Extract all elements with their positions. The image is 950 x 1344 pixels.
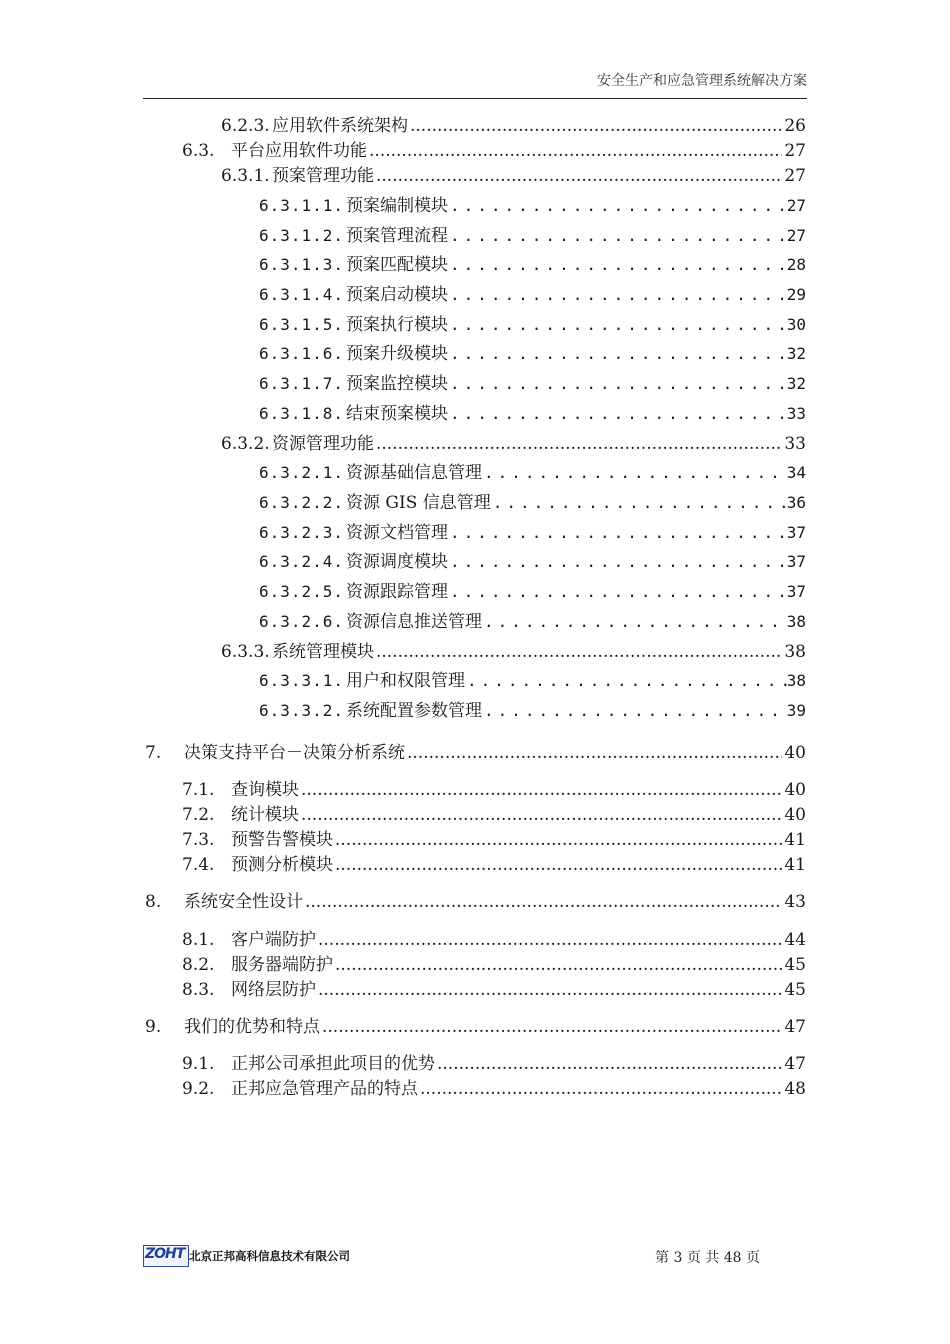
toc-entry-title: 资源跟踪管理 [346,582,448,602]
toc-entry[interactable] [182,928,806,952]
toc-entry[interactable] [221,164,806,188]
header-divider [143,98,807,99]
toc-entry-number: 6.3.2.5. [259,582,345,601]
toc-entry-title: 预案升级模块 [346,344,448,364]
toc-dot-leader [484,610,787,634]
toc-entry-page: 34 [786,463,806,482]
toc-dot-leader [376,432,782,456]
toc-dot-leader [450,283,787,307]
toc-dot-leader [376,640,782,664]
toc-entry-number: 6.3.2.6. [259,612,345,631]
toc-entry-title: 预案监控模块 [346,374,448,394]
toc-entry-number: 6.3.3.1. [259,671,345,690]
toc-dot-leader [407,741,782,765]
toc-entry[interactable] [145,741,806,765]
toc-dot-leader [410,114,782,138]
toc-entry-page: 30 [786,315,806,334]
toc-entry-page: 47 [784,1017,806,1037]
toc-entry-number: 6.3.1.7. [259,374,345,393]
toc-entry-title: 预案管理功能 [272,166,374,186]
toc-dot-leader [493,491,787,515]
toc-entry-page: 38 [786,671,806,690]
toc-entry-title: 正邦应急管理产品的特点 [231,1079,418,1099]
toc-entry-title: 平台应用软件功能 [231,141,367,161]
toc-entry-title: 系统配置参数管理 [346,701,482,721]
toc-entry[interactable] [259,610,806,634]
toc-entry-title: 决策支持平台－决策分析系统 [184,743,405,763]
toc-entry-page: 40 [784,743,806,763]
toc-dot-leader [450,402,787,426]
toc-entry[interactable] [259,461,806,485]
toc-entry-title: 我们的优势和特点 [184,1017,320,1037]
toc-entry-title: 预案执行模块 [346,315,448,335]
toc-entry-number: 7.2. [182,805,215,825]
toc-entry-number: 6.3.2. [221,434,270,454]
toc-dot-leader [450,253,787,277]
toc-entry[interactable] [221,432,806,456]
toc-entry-number: 6.3.2.1. [259,463,345,482]
toc-entry-number: 6.3.1.4. [259,285,345,304]
toc-entry[interactable] [259,253,806,277]
toc-entry-page: 48 [784,1079,806,1099]
toc-entry-page: 36 [786,493,806,512]
toc-entry-title: 系统安全性设计 [184,892,303,912]
toc-entry[interactable] [259,313,806,337]
toc-dot-leader [376,164,782,188]
document-header-title: 安全生产和应急管理系统解决方案 [597,73,807,89]
toc-entry-page: 40 [784,805,806,825]
toc-dot-leader [305,890,782,914]
toc-entry-title: 系统管理模块 [272,642,374,662]
toc-dot-leader [450,372,787,396]
toc-entry-number: 6.3.2.3. [259,523,345,542]
toc-entry-number: 6.3.1.1. [259,196,345,215]
toc-entry-page: 38 [784,642,806,662]
toc-entry-number: 6.3.1.8. [259,404,345,423]
toc-entry-number: 8. [145,892,162,912]
toc-dot-leader [450,580,787,604]
toc-entry-title: 资源管理功能 [272,434,374,454]
toc-entry-page: 27 [784,141,806,161]
toc-entry-title: 用户和权限管理 [346,671,465,691]
toc-entry-page: 33 [786,404,806,423]
toc-entry[interactable] [182,1077,806,1101]
toc-dot-leader [467,669,787,693]
toc-entry-number: 8.3. [182,980,215,1000]
toc-entry-page: 27 [786,226,806,245]
toc-dot-leader [450,313,787,337]
toc-entry-number: 6.3.3.2. [259,701,345,720]
toc-dot-leader [318,928,782,952]
toc-entry-number: 8.2. [182,955,215,975]
toc-entry[interactable] [259,402,806,426]
toc-entry[interactable] [221,640,806,664]
toc-entry-title: 预案启动模块 [346,285,448,305]
toc-entry-number: 6.3.1.6. [259,344,345,363]
toc-entry-page: 28 [786,255,806,274]
toc-entry[interactable] [182,139,806,163]
toc-dot-leader [318,978,782,1002]
toc-entry[interactable] [259,550,806,574]
toc-entry-number: 9. [145,1017,162,1037]
toc-entry-title: 预测分析模块 [231,855,333,875]
company-name: 北京正邦高科信息技术有限公司 [189,1249,350,1263]
toc-dot-leader [450,342,787,366]
toc-entry-page: 44 [784,930,806,950]
toc-entry-number: 7.1. [182,780,215,800]
toc-dot-leader [450,521,787,545]
toc-entry-title: 资源基础信息管理 [346,463,482,483]
toc-entry-page: 45 [784,955,806,975]
toc-entry[interactable] [221,114,806,138]
toc-entry-number: 6.3.1.3. [259,255,345,274]
toc-entry-number: 6.3.1. [221,166,270,186]
toc-entry-title: 客户端防护 [231,930,316,950]
toc-dot-leader [437,1052,782,1076]
toc-entry-title: 资源文档管理 [346,523,448,543]
toc-entry[interactable] [259,699,806,723]
toc-dot-leader [301,803,782,827]
toc-entry-page: 43 [784,892,806,912]
toc-entry[interactable] [259,372,806,396]
toc-entry[interactable] [259,283,806,307]
toc-entry[interactable] [182,953,806,977]
toc-entry-number: 6.3.1.5. [259,315,345,334]
toc-entry[interactable] [259,521,806,545]
toc-entry-page: 47 [784,1054,806,1074]
toc-dot-leader [301,778,782,802]
toc-entry-title: 预案编制模块 [346,196,448,216]
toc-entry-page: 37 [786,523,806,542]
toc-entry[interactable] [259,342,806,366]
page-footer [143,1245,807,1275]
toc-entry[interactable] [145,1015,806,1039]
toc-entry-page: 37 [786,582,806,601]
toc-entry-page: 45 [784,980,806,1000]
toc-entry[interactable] [182,828,806,852]
toc-dot-leader [335,828,782,852]
toc-entry[interactable] [259,194,806,218]
toc-entry-title: 资源信息推送管理 [346,612,482,632]
toc-entry[interactable] [182,1052,806,1076]
toc-entry-number: 7.4. [182,855,215,875]
toc-entry-page: 39 [786,701,806,720]
toc-entry[interactable] [259,491,806,515]
toc-entry-page: 40 [784,780,806,800]
toc-entry-number: 7.3. [182,830,215,850]
page-indicator: 第 3 页 共 48 页 [655,1250,760,1266]
toc-entry-page: 32 [786,374,806,393]
toc-entry-number: 6.3.3. [221,642,270,662]
toc-entry-page: 41 [784,830,806,850]
company-logo [143,1245,189,1267]
toc-entry-number: 6.3. [182,141,215,161]
toc-entry[interactable] [259,669,806,693]
toc-entry-page: 27 [784,166,806,186]
toc-entry-title: 正邦公司承担此项目的优势 [231,1054,435,1074]
toc-entry-title: 预案匹配模块 [346,255,448,275]
toc-entry-page: 26 [784,116,806,136]
toc-entry[interactable] [259,580,806,604]
toc-entry[interactable] [182,978,806,1002]
toc-entry-title: 资源 GIS 信息管理 [346,493,491,513]
toc-entry[interactable] [145,890,806,914]
toc-entry-number: 6.2.3. [221,116,270,136]
toc-entry-number: 8.1. [182,930,215,950]
toc-entry[interactable] [182,853,806,877]
toc-entry-number: 7. [145,743,162,763]
toc-entry-title: 查询模块 [231,780,299,800]
toc-entry-title: 结束预案模块 [346,404,448,424]
toc-entry-number: 6.3.2.2. [259,493,345,512]
toc-entry-number: 9.2. [182,1079,215,1099]
toc-entry-page: 29 [786,285,806,304]
toc-entry-title: 统计模块 [231,805,299,825]
toc-entry[interactable] [182,803,806,827]
logo-mark: ZOHT [145,1246,185,1262]
toc-dot-leader [450,224,787,248]
toc-dot-leader [335,953,782,977]
toc-entry-title: 资源调度模块 [346,552,448,572]
toc-entry-page: 37 [786,552,806,571]
toc-entry-page: 27 [786,196,806,215]
toc-entry-title: 网络层防护 [231,980,316,1000]
toc-entry-page: 38 [786,612,806,631]
toc-dot-leader [369,139,782,163]
toc-entry-title: 预案管理流程 [346,226,448,246]
toc-entry-title: 预警告警模块 [231,830,333,850]
toc-dot-leader [450,550,787,574]
toc-entry-page: 41 [784,855,806,875]
toc-dot-leader [322,1015,782,1039]
toc-entry-page: 32 [786,344,806,363]
toc-dot-leader [420,1077,782,1101]
toc-dot-leader [484,461,787,485]
toc-entry-title: 应用软件系统架构 [272,116,408,136]
toc-dot-leader [335,853,782,877]
toc-entry[interactable] [182,778,806,802]
toc-entry-number: 9.1. [182,1054,215,1074]
toc-entry-title: 服务器端防护 [231,955,333,975]
toc-entry-number: 6.3.1.2. [259,226,345,245]
toc-entry[interactable] [259,224,806,248]
toc-entry-number: 6.3.2.4. [259,552,345,571]
toc-dot-leader [484,699,787,723]
toc-dot-leader [450,194,787,218]
toc-entry-page: 33 [784,434,806,454]
